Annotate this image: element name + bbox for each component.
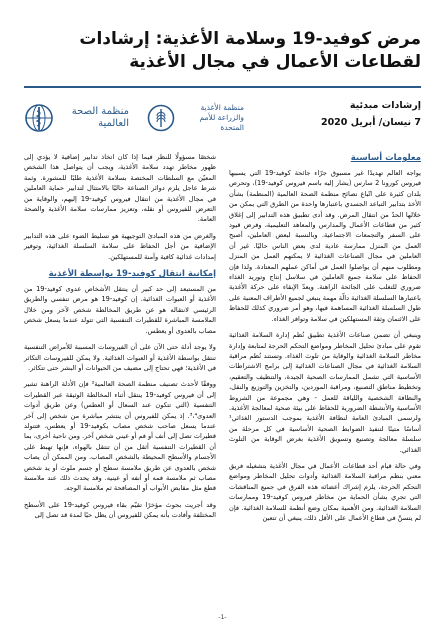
paragraph: يواجه العالم تهديدًا غير مسبوق جرّاء جائحة كوفيد-19 التي يسببها فيروس كورونا 2 سارس (يشار إليه باسم فيروس كوفيد-19)، وتحرص بلدان كثيرة على اتّباع نصائح منظمة الصحة العالمية (المنظمة) بشأن الأخذ بتدابير التباعد الجسدي باعتبارها واحدة من الطرق التي يمكن من خلالها الحدّ من انتقال المرض. وقد أدى تطبيق هذه التدابير إلى إغلاق كثير من قطاعات الأعمال والمدارس والمعاهد التعليمية، وفرض قيود على السفر والتجمعات الاجتماعية. وبالنسبة لبعض العاملين، أصبح العمل من المنزل ممارسة عادية لدى بعض الناس حاليًا. غير أن العاملين في مجال الصناعات الغذائية لا يمكنهم العمل من المنزل ومطلوب منهم أن يواصلوا العمل في أماكن عملهم المعتادة. ولذا فإن الحفاظ على سلامة جميع العاملين في سلاسل إنتاج وتوريد الغذاء ضروري للتغلب على الجائحة الراهنة. ويعدّ الإبقاء على حركة الأغذية باعتبارها السلسلة الغذائية دالّة مهمة ينبغي لجميع الأطراف المعنية على طول السلسلة الغذائية المساهمة فيها، وهو أمر ضروري كذلك للحفاظ على الائتمان وثقة المستهلكين في سلامة وتوافر الغذاء. xyxy=(229,169,422,323)
paragraph: وفي حالة قيام أحد قطاعات الأعمال في مجال الأغذية بتشغيله فريق معني بنظم مراقبة السلامة الغذائية وأدوات تحليل المخاطر ومواضع التحكم الحرجة، يلزم إشراك أعضائه هذه الفرق في جميع المناقشات التي تجري بشأن الحماية من مخاطر فيروس كوفيد-19 وممارسات السلامة الغذائية. ومن الأهمية بمكان وضع أنظمة للسلامة الغذائية. فإن لم يتسنَّ في قطاع الأعمال على الأقل ذلك، ينبغي أن تتعين xyxy=(229,461,421,522)
document-meta xyxy=(321,97,421,131)
who-name: منظمة الصحة العالمية xyxy=(71,106,129,129)
guidance-type: إرشادات مبدئية xyxy=(349,100,421,111)
paragraph: والغرض من هذه المبادئ التوجيهية هو تسليط الضوء على هذه التدابير الإضافية من أجل الحفاظ على سلامة السلسلة الغذائية، وتوفير إمدادات غذائية كافية وآمنة للمستهلكين. xyxy=(24,231,216,261)
paragraph: وينبغي أن تضمن صناعات الأغذية تطبيق نُظم إدارة السلامة الغذائية تقوم على مبادئ تحليل المخاطر ومواضع التحكم الحرجة لمتابعة وإدارة مخاطر السلامة الغذائية والوقاية من تلوث الغذاء. وتستند نُظم مراقبة السلامة الغذائية في مجال الصناعات الغذائية إلى برامج الاشتراطات الأساسية التي تشمل الممارسات الصحية الجيدة، والتنظيف والتعقيم، وتخطيط مناطق التصنيع، ومراقبة الموردين، والتخزين والتوزيع والنقل، والنظافة الشخصية واللياقة للعمل - وهي مجموعة من الشروط الأساسية والأنشطة الضرورية للحفاظ على بيئة صحية لمعالجة الأغذية. ولرسمى المبادئ العامة لنظافة الأغذية بموجب الدستور الغذائي¹ أساسًا متينًا لتنفيذ الضوابط الصحية الأساسية في كل مرحلة من سلسلة معالجة وتصنيع وتسويق الأغذية بغرض الوقاية من التلوث الغذائي. xyxy=(229,331,421,454)
document-title: مرض كوفيد-19 وسلامة الأغذية: إرشادات لقطاعات الأعمال في مجال الأغذية xyxy=(79,29,421,72)
fao-logo xyxy=(147,103,244,133)
fao-name: منظمة الأغذية والزراعة للأمم المتحدة xyxy=(199,103,244,132)
publication-date: 7 نيسان/ أبريل 2020 xyxy=(320,117,421,128)
page-number: -1- xyxy=(218,614,227,621)
who-emblem-icon xyxy=(24,103,54,133)
who-logo xyxy=(24,103,129,133)
paragraph: شخصًا مسؤولًا للنظر فيما إذا كان اتخاذ تدابير إضافية لا يؤدي إلى ظهور مخاطر تهدد سلامة الأغذية، ويجب أن يتواصل هذا الشخص المعيّن مع السلطات المختصة بسلامة الأغذية طلبًا للمشورة. وثمة شرط عاجل يلزم دوائر الصناعة حاليًا بالامتثال لتدابير حماية العاملين في مجال الأغذية من انتقال فيروس كوفيد-19 إليهم، والوقاية من التعرض للفيروس أو نقله، وتعزيز ممارسات سلامة الأغذية والصحة العامة. xyxy=(24,153,216,224)
transmission-heading: إمكانية انتقال كوفيد-19 بواسطة الأغذية xyxy=(48,269,216,280)
header-band xyxy=(0,0,445,148)
logo-strip xyxy=(24,92,244,144)
paragraph: ووفقًا لأحدث تصنيف منظمة الصحة العالمية² فإن الأدلة الراهنة تشير إلى أن فيروس كوفيد-19 ينتقل أثناء المخالطة الوثيقة عبر القطيرات التنفسية (التي تتكون عند السعال أو العطس) وعن طريق أدوات العدوى³،⁴. إذ يمكن للفيروس أن ينتشر مباشرة من شخص إلى آخر عندما يسعل صاحب شخص مصاب بكوفيد-19 أو يعطس، فتتولد قطيرات تصل إلى أنف أو فم أو عيني شخص آخر. ومن ناحية أخرى، بما أن القطيرات التنفسية أثقل من أن تنتقل بالهواء، فإنها تهبط على الأجسام والأسطح المحيطة بالشخص المصاب. ومن الممكن أن يصاب شخص بالعدوى عن طريق ملامسة سطح أو جسم ملوث أو يد شخص مصاب ثم ملامسة فمه أو أنفه أو عينيه. وقد يحدث ذلك عند ملامسة قطع مثل مقابض الأبواب أو المصافحة ثم ملامسة الوجه. xyxy=(23,380,217,493)
background-heading: معلومات أساسية xyxy=(350,153,421,163)
header-divider xyxy=(24,86,421,88)
paragraph: ولا يوجد أدلة حتى الآن على أن الفيروسات المسببة للأمراض التنفسية تنتقل بواسطة الأغذية أو العبوات الغذائية. ولا يمكن للفيروسات التكاثر في الأغذية؛ فهي تحتاج إلى مضيف من الحيوانات أو البشر حتى تتكاثر. xyxy=(24,343,216,372)
paragraph: وقد أجريت بحوث مؤخرًا تقيّم بقاء فيروس كوفيد-19 على الأسطح المختلفة وأفادت بأنه يمكن للفيروس أن يظل حيًا لمدة قد تصل إلى xyxy=(24,500,216,520)
paragraph: من المستبعد إلى حد كبير أن ينتقل الأشخاص عدوى كوفيد-19 من الأغذية أو العبوات الغذائية. إن كوفيد-19 هو مرض تنفسي والطريق الرئيسي لانتقاله هو عن طريق المخالطة شخص لآخر ومن خلال الملامسة المباشرة للقطيرات التنفسية التي تتولد عندما يسعل شخص مصاب بالعدوى أو يعطس. xyxy=(24,285,216,335)
fao-emblem-icon xyxy=(147,104,175,132)
left-column xyxy=(24,152,216,527)
right-column xyxy=(229,152,421,529)
